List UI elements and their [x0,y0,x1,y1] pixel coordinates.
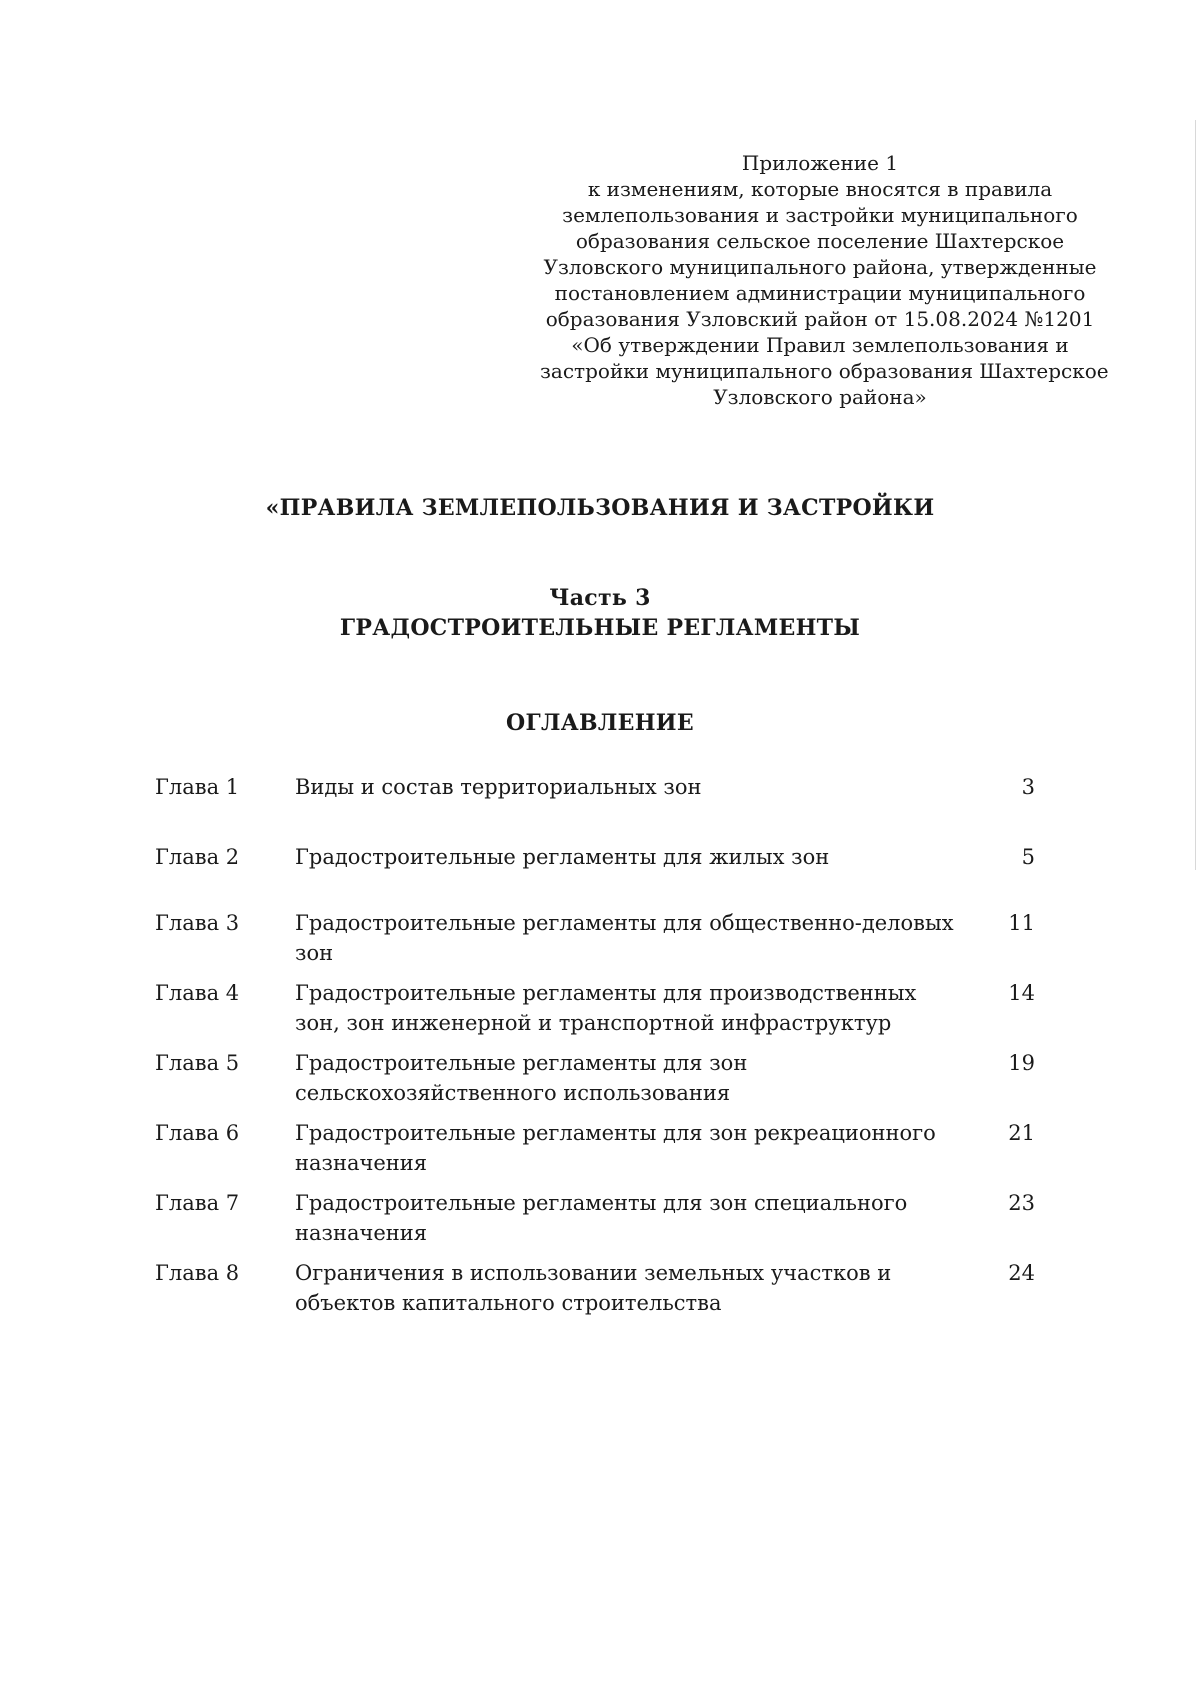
toc-entry [155,908,1055,968]
part-label: Часть 3 [549,585,651,611]
toc-entry [155,842,1055,872]
toc-chapter: Глава 1 [155,775,240,799]
toc-chapter: Глава 8 [155,1261,240,1285]
part-title: ГРАДОСТРОИТЕЛЬНЫЕ РЕГЛАМЕНТЫ [339,615,861,641]
annex-line: Узловского района» [713,385,927,409]
annex-line: Приложение 1 [741,151,899,175]
toc-page: 21 [1008,1121,1035,1145]
toc-page: 23 [1008,1191,1035,1215]
toc-page: 5 [1021,845,1035,869]
toc-title: ОГЛАВЛЕНИЕ [506,710,694,736]
toc-entry [155,1188,1055,1248]
toc-text: Градостроительные регламенты для общественно-деловых зон [295,911,954,965]
toc-entry [155,1048,1055,1108]
toc-chapter: Глава 3 [155,911,240,935]
annex-line: землепользования и застройки муниципального [562,203,1078,227]
annex-line: застройки муниципального образования Шахтерское [540,359,1109,383]
annex-header [540,150,1109,410]
toc-text: Ограничения в использовании земельных участков и объектов капитального строительства [295,1261,892,1315]
toc-text: Виды и состав территориальных зон [295,775,702,799]
toc-text: Градостроительные регламенты для производственных зон, зон инженерной и транспортной инфраструктур [295,981,917,1035]
toc-chapter: Глава 5 [155,1051,240,1075]
toc-page: 24 [1008,1261,1035,1285]
toc-chapter: Глава 6 [155,1121,240,1145]
annex-line: Узловского муниципального района, утвержденные [543,255,1097,279]
toc-text: Градостроительные регламенты для зон рекреационного назначения [295,1121,936,1175]
toc-text: Градостроительные регламенты для зон специального назначения [295,1191,908,1245]
toc-chapter: Глава 4 [155,981,240,1005]
annex-line: образования Узловский район от 15.08.2024 №1201 [545,307,1095,331]
annex-line: постановлением администрации муниципального [554,281,1086,305]
annex-line: к изменениям, которые вносятся в правила [587,177,1053,201]
toc-page: 3 [1021,775,1035,799]
toc-entry [155,978,1055,1038]
annex-line: «Об утверждении Правил землепользования и [571,333,1069,357]
toc-page: 14 [1008,981,1035,1005]
toc-page: 19 [1008,1051,1035,1075]
annex-line: образования сельское поселение Шахтерское [575,229,1065,253]
toc-chapter: Глава 7 [155,1191,240,1215]
document-title: «ПРАВИЛА ЗЕМЛЕПОЛЬЗОВАНИЯ И ЗАСТРОЙКИ [265,495,935,521]
toc-text: Градостроительные регламенты для зон сельскохозяйственного использования [295,1051,748,1105]
toc-page: 11 [1008,911,1035,935]
toc-entry [155,1258,1055,1318]
toc-text: Градостроительные регламенты для жилых зон [295,845,830,869]
scan-edge-line [1195,120,1196,870]
toc-chapter: Глава 2 [155,845,240,869]
table-of-contents [155,772,1055,1318]
toc-entry [155,1118,1055,1178]
toc-entry [155,772,1055,802]
